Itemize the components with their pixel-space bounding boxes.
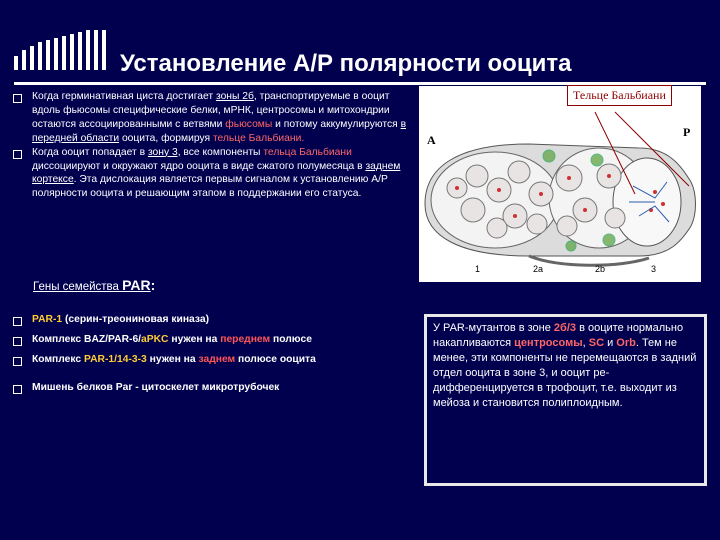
text: , транспортируемые в ооцит вдоль фьюсомы специфические белки, мРНК, центросомы и митохондрии остаются ассоциированными с ветвями — [32, 91, 390, 130]
highlight: переднем — [220, 334, 271, 345]
genes-heading — [33, 277, 155, 293]
highlight: тельца Бальбиани — [263, 146, 352, 158]
text: и потому аккумулируются — [272, 118, 401, 130]
text: . Тем не менее, эти компоненты не перемещаются в задний отдел ооцита в зоне 3, и ооцит ре-дифференцируется в трофоцит, т.е. выходит из мейоза и становится полиплоидным. — [433, 337, 697, 409]
text: Когда герминативная циста достигает — [32, 91, 216, 102]
text: Гены семейства — [33, 281, 123, 293]
bullet-square-icon — [13, 385, 22, 394]
decorative-bars — [14, 30, 114, 70]
underlined: в передней области — [32, 118, 407, 144]
highlight: заднем — [198, 354, 236, 365]
bullet-square-icon — [13, 337, 22, 346]
bullet-square-icon — [13, 94, 22, 103]
bullet-1 — [12, 90, 412, 146]
egg-chamber-figure — [419, 86, 701, 282]
list-item — [12, 334, 352, 345]
text: Мишень белков Par - цитоскелет микротрубочек — [32, 382, 280, 393]
underlined: кортексе — [32, 174, 74, 186]
bullet-2 — [12, 146, 412, 202]
text: нужен на — [168, 334, 221, 345]
gene: aPKC — [141, 334, 169, 345]
text: нужен на — [146, 354, 199, 365]
list-item — [12, 382, 352, 393]
anterior-label: A — [427, 133, 436, 147]
text: Когда ооцит попадает в — [32, 146, 148, 158]
text: , — [582, 337, 589, 349]
bold: PAR — [122, 277, 151, 293]
balbiani-body-label: Тельце Бальбиани — [567, 85, 672, 106]
underlined: заднем — [365, 160, 401, 172]
par-mutant-box — [424, 314, 707, 486]
list-item — [12, 354, 352, 365]
text: диссоциируют и окружают ядро ооцита в виде сжатого полумесяца в — [32, 160, 366, 172]
text: в ооците нормально накапливаются — [433, 322, 684, 349]
text: Комплекс — [32, 354, 85, 365]
colon: : — [150, 277, 156, 293]
text: Комплекс BAZ/PAR-6/ — [32, 334, 142, 345]
ovariole-diagram — [419, 86, 701, 282]
bullet-square-icon — [13, 150, 22, 159]
bullet-square-icon — [13, 317, 22, 326]
zone-link: зоны 2б — [215, 91, 254, 102]
bullet-square-icon — [13, 357, 22, 366]
list-item — [12, 314, 352, 325]
text: все компоненты — [180, 146, 264, 158]
zone-label: 3 — [651, 264, 657, 274]
gene: PAR-1 — [32, 314, 63, 325]
zone-label: 2b — [595, 264, 606, 274]
bullet-list — [12, 90, 412, 201]
highlight: тельце Бальбиани. — [212, 132, 305, 144]
highlight: 2б/3 — [553, 322, 577, 334]
highlight: фьюсомы — [225, 118, 273, 130]
highlight: SC — [588, 337, 605, 349]
zone-label: 2a — [533, 264, 544, 274]
text: полюсе — [270, 334, 312, 345]
highlight: центросомы — [514, 337, 583, 349]
text: и — [604, 337, 617, 349]
text: (серин-треониновая киназа) — [62, 314, 210, 325]
zone-label: 1 — [475, 264, 481, 274]
highlight: Orb — [616, 337, 636, 349]
text: . Эта дислокация является первым сигналом к установлению А/Р полярности ооцита и решающим этапом в поддержании его статуса. — [32, 174, 388, 200]
text: полюсе ооцита — [235, 354, 316, 365]
gene: PAR-1/14-3-3 — [84, 354, 147, 365]
text: ооцита, формируя — [119, 132, 213, 144]
page-title: Установление А/Р полярности ооцита — [120, 50, 572, 77]
zone-link: зону 3, — [147, 146, 181, 158]
posterior-label: P — [683, 125, 691, 139]
text: У PAR-мутантов в зоне — [433, 322, 554, 334]
